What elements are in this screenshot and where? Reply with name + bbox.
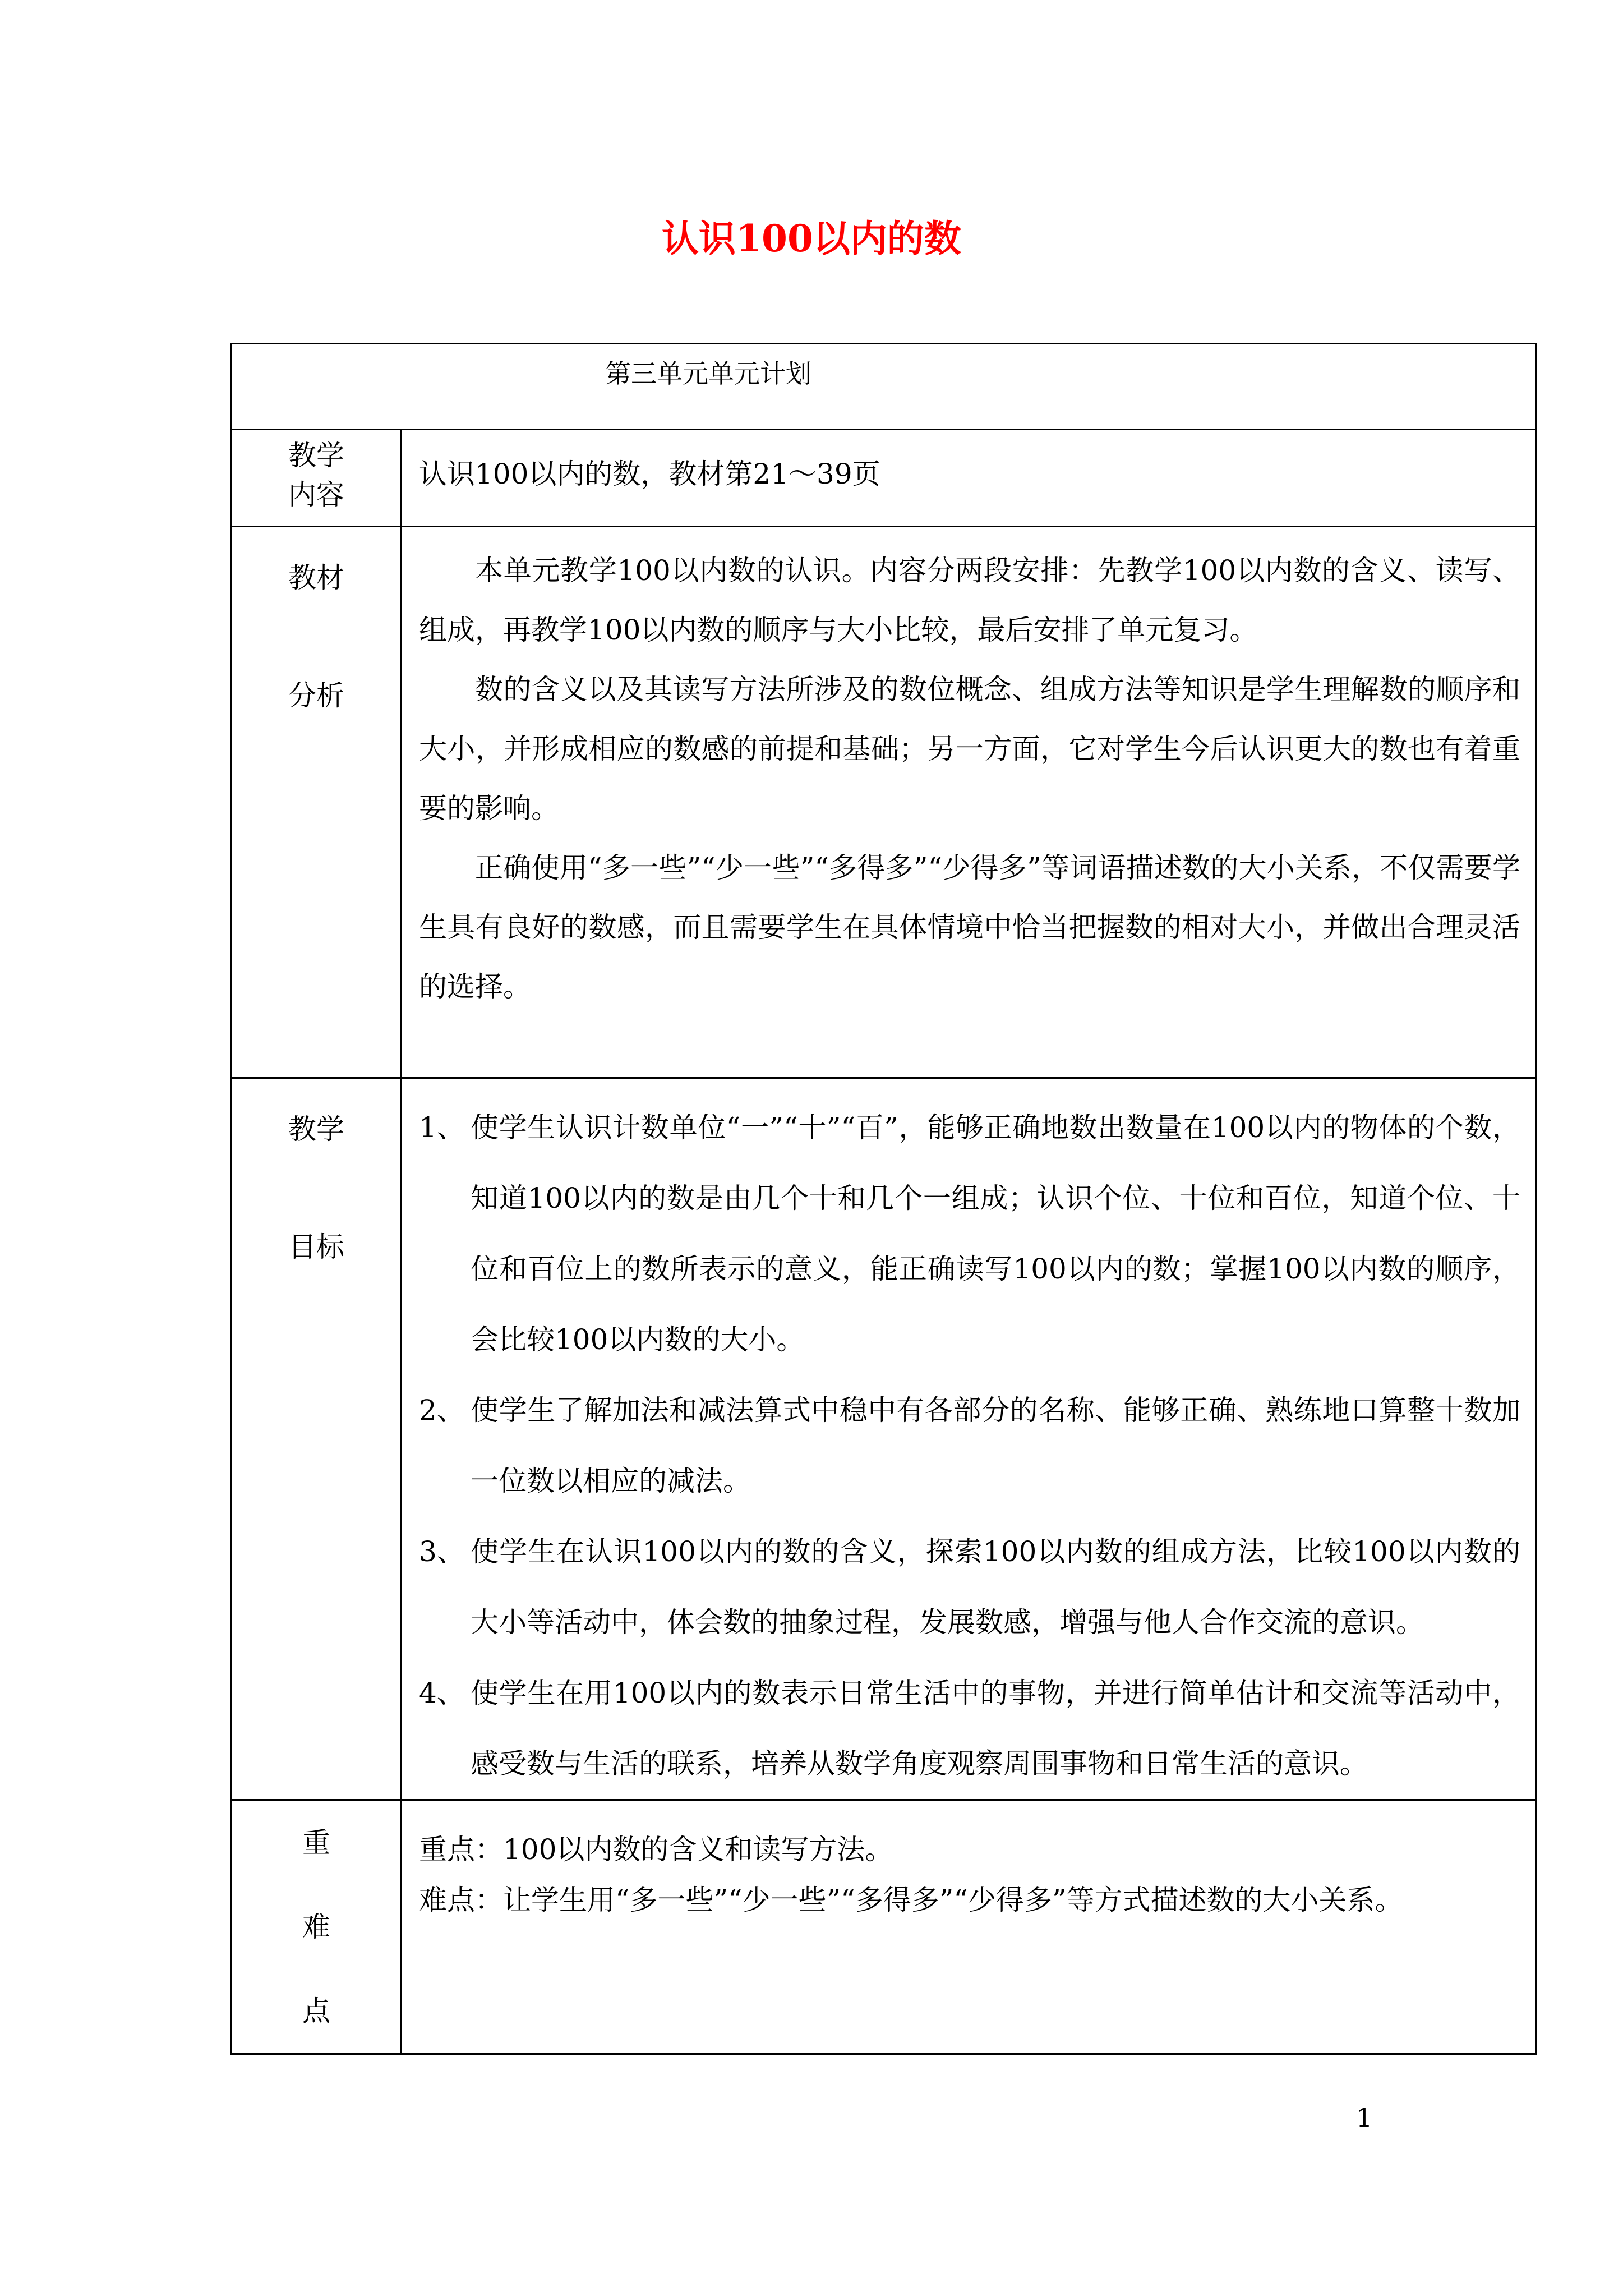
goal-number: 4、	[419, 1677, 465, 1709]
goal-text: 使学生在用100以内的数表示日常生活中的事物，并进行简单估计和交流等活动中，感受数与生活的联系，培养从数学角度观察周围事物和日常生活的意识。	[471, 1677, 1520, 1780]
page-number: 1	[1356, 2102, 1373, 2133]
label-line: 教学	[288, 439, 344, 472]
teaching-content-text: 认识100以内的数，教材第21～39页	[402, 430, 1536, 527]
key-points-body	[402, 1800, 1536, 2054]
goal-item	[419, 1516, 1520, 1658]
row-material-analysis	[232, 527, 1536, 1078]
key-point: 重点：100以内数的含义和读写方法。	[419, 1833, 893, 1866]
label-line: 教学	[288, 1113, 344, 1145]
goal-number: 3、	[419, 1535, 465, 1568]
label-teaching-goals	[232, 1078, 402, 1800]
label-line: 内容	[288, 478, 344, 511]
plan-heading: 第三单元单元计划	[232, 344, 1536, 430]
goal-item	[419, 1375, 1520, 1516]
label-line: 难	[302, 1911, 330, 1943]
label-line: 目标	[288, 1231, 344, 1263]
goal-number: 2、	[419, 1394, 465, 1427]
goal-text: 使学生在认识100以内的数的含义，探索100以内数的组成方法，比较100以内数的大小等活动中，体会数的抽象过程，发展数感，增强与他人合作交流的意识。	[471, 1535, 1520, 1639]
teaching-goals-list	[402, 1078, 1536, 1800]
analysis-paragraph: 数的含义以及其读写方法所涉及的数位概念、组成方法等知识是学生理解数的顺序和大小，并形成相应的数感的前提和基础；另一方面，它对学生今后认识更大的数也有着重要的影响。	[419, 673, 1520, 825]
plan-heading-row	[232, 344, 1536, 430]
label-line: 重	[302, 1826, 330, 1859]
goal-number: 1、	[419, 1111, 465, 1144]
label-line: 分析	[288, 679, 344, 712]
unit-plan-table	[230, 343, 1537, 2055]
row-key-difficult-points	[232, 1800, 1536, 2054]
document-title: 认识100以内的数	[662, 217, 961, 260]
label-line: 教材	[288, 562, 344, 594]
goal-item	[419, 1658, 1520, 1799]
label-teaching-content	[232, 430, 402, 527]
analysis-paragraph: 本单元教学100以内数的认识。内容分两段安排：先教学100以内数的含义、读写、组成，再教学100以内数的顺序与大小比较，最后安排了单元复习。	[419, 554, 1520, 646]
label-line: 点	[302, 1995, 330, 2027]
label-material-analysis	[232, 527, 402, 1078]
material-analysis-body	[402, 527, 1536, 1078]
difficult-point: 难点：让学生用“多一些”“少一些”“多得多”“少得多”等方式描述数的大小关系。	[419, 1884, 1403, 1916]
label-key-difficult-points	[232, 1800, 402, 2054]
row-teaching-content	[232, 430, 1536, 527]
row-teaching-goals	[232, 1078, 1536, 1800]
analysis-paragraph: 正确使用“多一些”“少一些”“多得多”“少得多”等词语描述数的大小关系，不仅需要学生具有良好的数感，而且需要学生在具体情境中恰当把握数的相对大小，并做出合理灵活的选择。	[419, 852, 1520, 1003]
goal-item	[419, 1092, 1520, 1375]
goal-text: 使学生认识计数单位“一”“十”“百”，能够正确地数出数量在100以内的物体的个数，知道100以内的数是由几个十和几个一组成；认识个位、十位和百位，知道个位、十位和百位上的数所表示的意义，能正确读写100以内的数；掌握100以内数的顺序，会比较100以内数的大小。	[471, 1111, 1520, 1356]
goal-text: 使学生了解加法和减法算式中稳中有各部分的名称、能够正确、熟练地口算整十数加一位数以相应的减法。	[471, 1394, 1520, 1497]
